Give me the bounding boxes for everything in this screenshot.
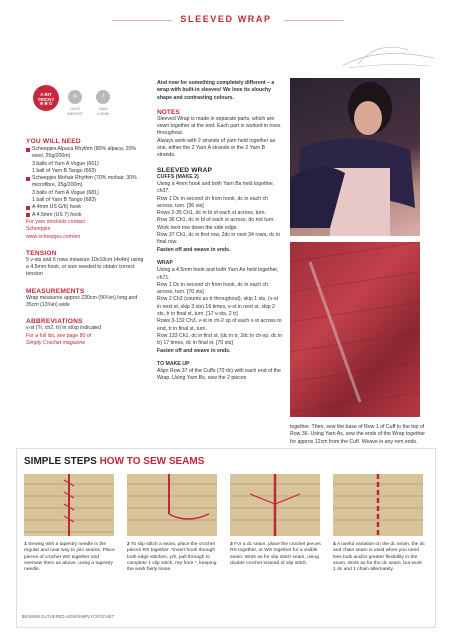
list-item: A 4mm US G/6) hook: [26, 204, 144, 211]
tension-heading: TENSION: [26, 249, 57, 257]
simple-steps-title: SIMPLE STEPS HOW TO SEW SEAMS: [24, 456, 205, 467]
knit-texture-illustration: [290, 242, 420, 417]
list-item: 3 balls of Yarn A Vogue (661): [32, 160, 99, 167]
list-item: 1 ball of Yarn B Tango (663): [32, 167, 97, 174]
step-2-photo: [127, 474, 217, 536]
tension-text: 5 v-sts and 6 rows measure 10x10cm (4x4in) using a 4.5mm hook, or size needed to obtain correct tension: [26, 256, 144, 278]
intro-text: And now for something completely different – a wrap with built-in sleeves! We love its slouchy shape and contrasting colours.: [157, 80, 275, 101]
hat-sketch-illustration: [338, 36, 438, 76]
middle-column: [157, 80, 283, 383]
rating-stars: ★★☆: [39, 101, 53, 107]
header-rule-right: [284, 20, 344, 21]
seam-oversew-illustration: [24, 474, 114, 536]
wrap-heading: WRAP: [157, 259, 173, 266]
abbreviations-heading: ABBREVIATIONS: [26, 318, 83, 326]
slip-stitch-seam-illustration: [127, 474, 217, 536]
step-4-photo: [333, 474, 423, 536]
hook-size-icon: /: [96, 90, 110, 104]
model-photo-illustration: [290, 78, 420, 236]
wrap-detail-photo: [290, 242, 420, 417]
step-3-caption: 3 For a dc seam, place the crochet pieces RS together, or WS together for a visible seam. Work as for slip stitch seam, using double crochet instead of slip stitch.: [230, 542, 321, 566]
abbreviations-text: v-st (Tr, ch2, tr) in st/sp indicated For a full list, see page 80 of Simply Crochet magazine: [26, 325, 102, 346]
makeup-text: Align Row 37 of the Cuffs (70 dc) with each end of the Wrap. Using Yarn Bs, sew the 2 pieces: [157, 368, 281, 382]
stockists-line: For yarn stockists contact: [26, 218, 85, 225]
measurements-heading: MEASUREMENTS: [26, 287, 85, 295]
step-1-caption: 1 Sewing with a tapestry needle is the regular and neat way to join seams. Place pieces of crochet WS together and oversew them as above, using a tapestry needle.: [24, 542, 115, 573]
notes-heading: NOTES: [157, 108, 180, 116]
model-wearing-wrap-photo: [290, 78, 420, 236]
cuffs-instructions: Using a 4mm hook and both Yarn Bs held together, ch37. Row 1 Dc in second ch from hook, dc in each ch across, turn. [36 sts] Rows 2-35 Ch1, dc in bl of each st across, turn. Row 36 Ch1, dc in bl of each st across, do not turn. Work next row down the side edge. Row 37 Ch1, dc in first row, 2dc in next 34 rows, dc in final row. Fasten off and weave in ends.: [157, 180, 281, 253]
notes-p1: Sleeved Wrap is made in separate parts, which are sewn together at the end. Each part is worked in rows throughout.: [157, 115, 281, 137]
wrap-instructions: Using a 4.5mm hook and both Yarn As held together, ch71. Row 1 Dc in second ch from hook, dc in each ch across, turn. [70 sts] Row 2 Ch3 (counts as tr throughout), skip 1 sts, (v-st in next st, skip 3 sts) 16 times, v-st in next st, skip 2 sts, tr in final st, turn. [17 v-sts, 2 tr] Rows 3-132 Ch3, v-st in ch-2 sp of each v-st across to end, tr in final st, turn. Row 133 Ch1, dc in first st, (dc in tr, 2dc in ch-sp, dc in tr) 17 times, dc in final st. [70 sts] Fasten off and weave in ends.: [157, 267, 283, 354]
makeup-heading: TO MAKE UP: [157, 360, 190, 367]
step-4-caption: 4 A useful variation on the dc seam, the dc and chain seam is used when you need less bulk and/or greater flexibility in the seam. Work as for the dc seam, but work 1 dc and 1 chain alternately.: [333, 542, 425, 573]
page-number: 24: [22, 614, 27, 619]
cuffs-heading: CUFFS (MAKE 2): [157, 173, 199, 180]
dc-chain-seam-illustration: [333, 474, 423, 536]
yarn-weight-icon: ✕: [68, 90, 82, 104]
yarn-weight-spec: ✕ LACE WEIGHT: [64, 90, 86, 116]
hook-size-spec: / 4MM 4.5MM: [92, 90, 114, 116]
stockists-name: Scheepjes: [26, 226, 51, 233]
you-will-need-heading: YOU WILL NEED: [26, 138, 81, 145]
stockists-link[interactable]: www.scheepjes.com/en: [26, 233, 81, 240]
difficulty-badge: A BIT TRICKY ★★☆: [33, 85, 59, 111]
step-3-photo: [230, 474, 320, 536]
step-1-photo: [24, 474, 114, 536]
materials-list: [26, 146, 144, 241]
list-item: Scheepjes Alpaca Rhythm (80% alpaca, 20% wool, 25g/200m): [26, 146, 144, 161]
makeup-continued: together. Then, sew the base of Row 1 of Cuff to the top of Row 36. Using Yarn As, sew the ends of the Wrap together for approx 12cm from the Cuff. Weave in any rem ends.: [290, 424, 425, 445]
list-item: A 4.5mm (US 7) hook: [26, 212, 144, 219]
notes-p2: Always work with 2 strands of yarn held together as one, either the 2 Yarn A strands or the 2 Yarn B strands.: [157, 137, 276, 159]
footer-url[interactable]: WWW.GATHERED.HOW/SIMPLYCROCHET: [27, 614, 115, 619]
page-title: SLEEVED WRAP: [180, 14, 272, 24]
step-2-caption: 2 To slip stitch a seam, place the crochet pieces RS together. *Insert hook through both edge stitches, yrh, pull through to complete 1 slip stitch; rep from *, keeping the work fairly loose.: [127, 542, 217, 573]
list-item: 3 balls of Yarn A Vogue (681): [32, 189, 99, 196]
page-footer: [22, 614, 114, 619]
list-item: Scheepjes Mohair Rhythm (70% mohair, 30% microfibre, 25g/200m): [26, 175, 144, 190]
left-column: [26, 138, 144, 347]
list-item: 1 ball of Yarn B Tango (683): [32, 197, 97, 204]
pattern-heading: SLEEVED WRAP: [157, 166, 213, 174]
measurements-text: Wrap measures approx 230cm (90½in) long and 35cm (13¾in) wide: [26, 294, 138, 309]
dc-seam-illustration: [230, 474, 320, 536]
